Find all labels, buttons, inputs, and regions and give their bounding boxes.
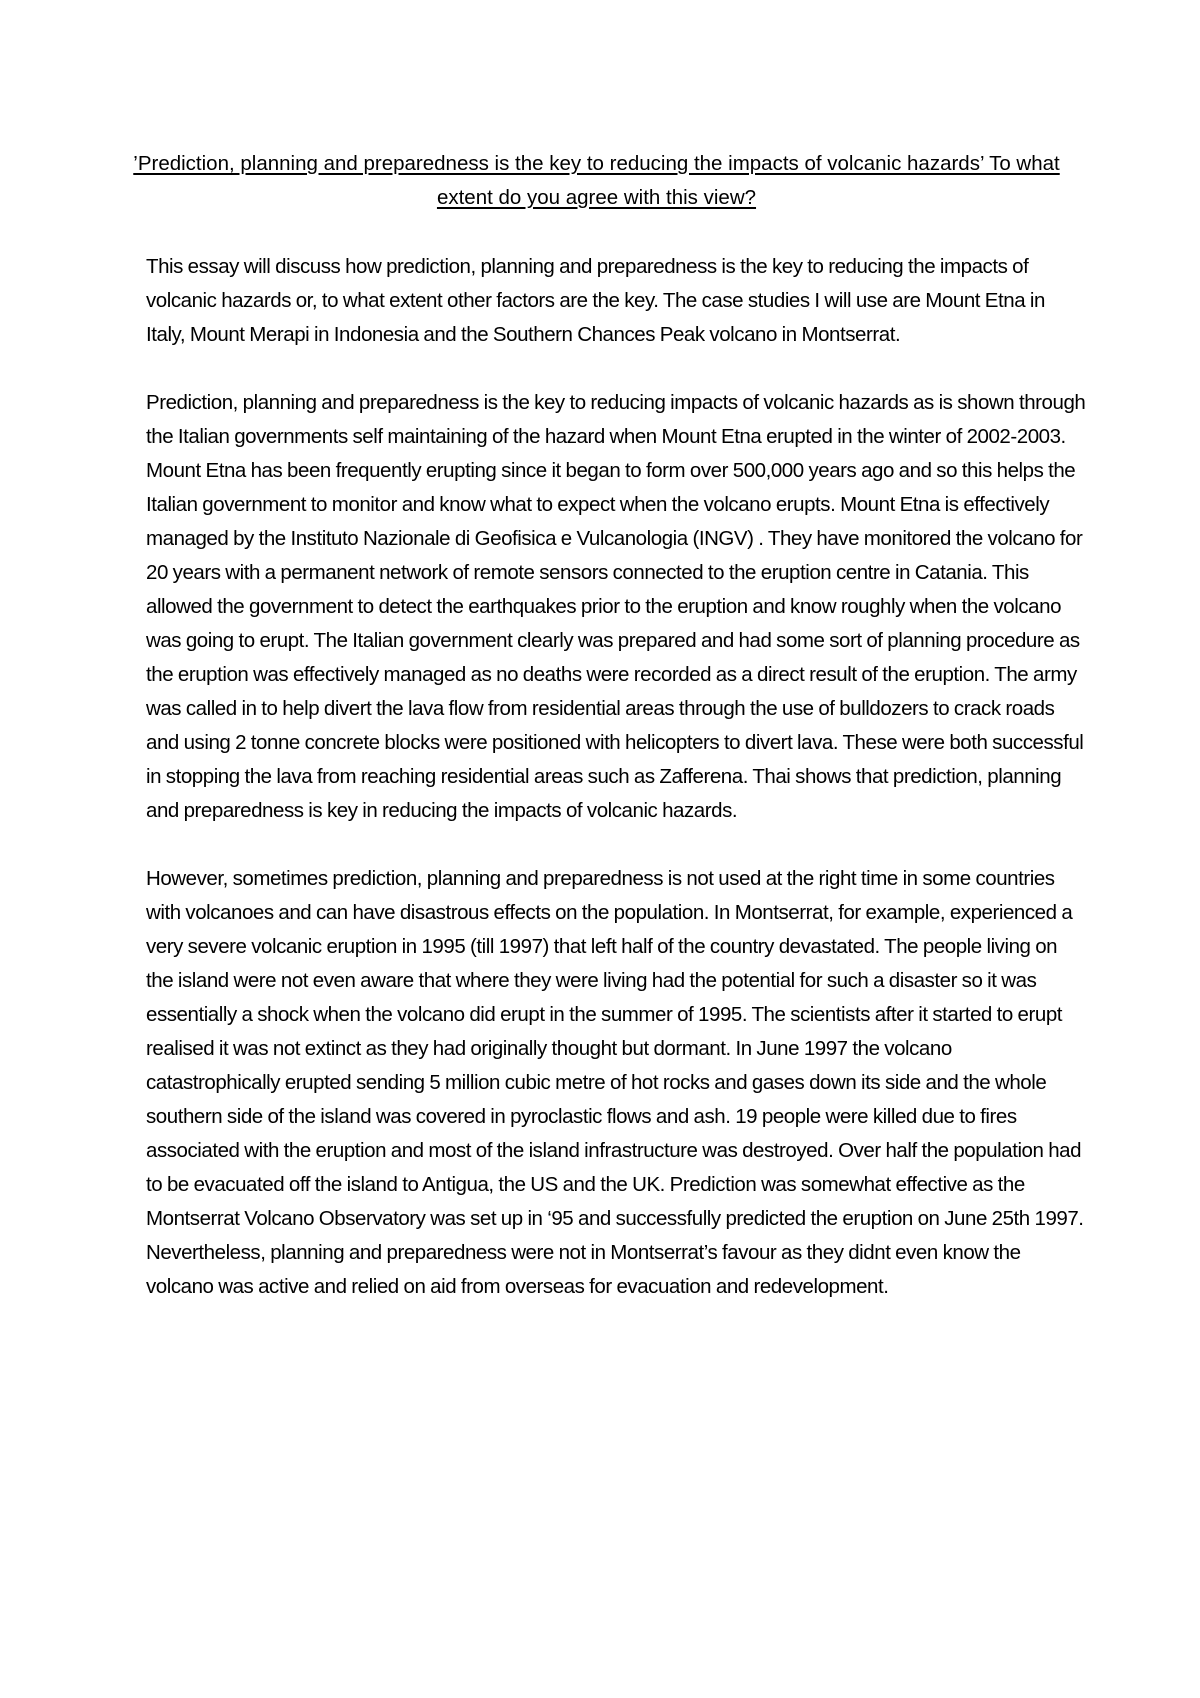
- paragraph-introduction: This essay will discuss how prediction, planning and preparedness is the key to reducing the impacts of volcanic hazards or, to what extent other factors are the key. The case studies I will use are Mount Etna in Italy, Mount Merapi in Indonesia and the Southern Chances Peak volcano in Montserrat.: [146, 255, 1045, 346]
- essay-title: ’Prediction, planning and preparedness is the key to reducing the impacts of volcanic hazards’ To what extent do you agree with this view?: [133, 152, 1060, 209]
- essay-body: [146, 250, 1086, 1338]
- paragraph-mount-etna: Prediction, planning and preparedness is the key to reducing impacts of volcanic hazards as is shown through the Italian governments self maintaining of the hazard when Mount Etna erupted in the winter of 2002-2003. Mount Etna has been frequently erupting since it began to form over 500,000 years ago and so this helps the Italian government to monitor and know what to expect when the volcano erupts. Mount Etna is effectively managed by the Instituto Nazionale di Geofisica e Vulcanologia (INGV) . They have monitored the volcano for 20 years with a permanent network of remote sensors connected to the eruption centre in Catania. This allowed the government to detect the earthquakes prior to the eruption and know roughly when the volcano was going to erupt. The Italian government clearly was prepared and had some sort of planning procedure as the eruption was effectively managed as no deaths were recorded as a direct result of the eruption. The army was called in to help divert the lava flow from residential areas through the use of bulldozers to crack roads and using 2 tonne concrete blocks were positioned with helicopters to divert lava. These were both successful in stopping the lava from reaching residential areas such as Zafferena. Thai shows that prediction, planning and preparedness is key in reducing the impacts of volcanic hazards.: [146, 391, 1086, 822]
- paragraph-montserrat: However, sometimes prediction, planning and preparedness is not used at the right time in some countries with volcanoes and can have disastrous effects on the population. In Montserrat, for example, experienced a very severe volcanic eruption in 1995 (till 1997) that left half of the country devastated. The people living on the island were not even aware that where they were living had the potential for such a disaster so it was essentially a shock when the volcano did erupt in the summer of 1995. The scientists after it started to erupt realised it was not extinct as they had originally thought but dormant. In June 1997 the volcano catastrophically erupted sending 5 million cubic metre of hot rocks and gases down its side and the whole southern side of the island was covered in pyroclastic flows and ash. 19 people were killed due to fires associated with the eruption and most of the island infrastructure was destroyed. Over half the population had to be evacuated off the island to Antigua, the US and the UK. Prediction was somewhat effective as the Montserrat Volcano Observatory was set up in ‘95 and successfully predicted the eruption on June 25th 1997. Nevertheless, planning and preparedness were not in Montserrat’s favour as they didnt even know the volcano was active and relied on aid from overseas for evacuation and redevelopment.: [146, 867, 1084, 1298]
